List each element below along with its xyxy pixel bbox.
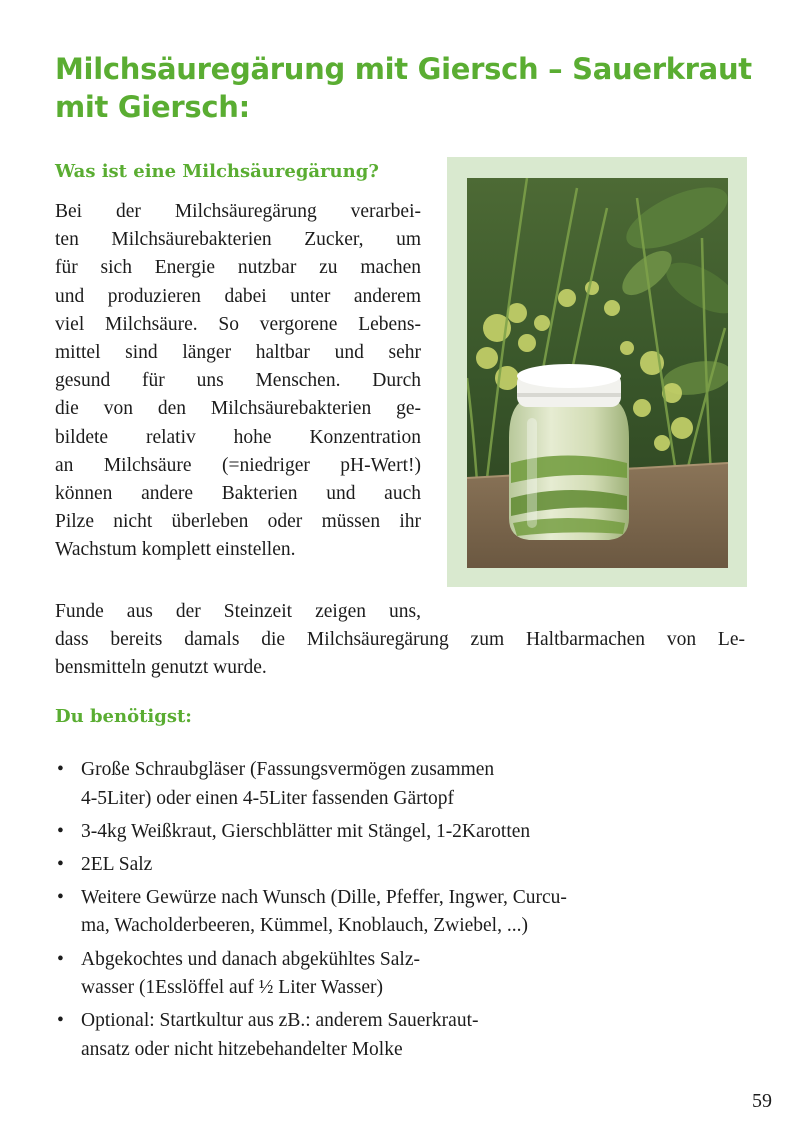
paragraph-line: für sich Energie nutzbar zu machen <box>55 257 421 279</box>
bullet-icon: • <box>57 948 64 970</box>
paragraph-line: gesund für uns Menschen. Durch <box>55 370 421 392</box>
paragraph-line: Bei der Milchsäuregärung verarbei- <box>55 201 421 222</box>
list-item-line: wasser (1Esslöffel auf ½ Liter Wasser) <box>81 977 384 999</box>
list-item-line: 3-4kg Weißkraut, Gierschblätter mit Stängel, 1-2Karotten <box>81 820 531 842</box>
paragraph-line: und produzieren dabei unter anderem <box>55 285 421 307</box>
paragraph-line: mittel sind länger haltbar und sehr <box>55 341 421 363</box>
list-item-line: Große Schraubgläser (Fassungsvermögen zusammen <box>81 759 495 780</box>
sauerkraut-jar-illustration <box>467 178 728 568</box>
list-item-line: ansatz oder nicht hitzebehandelter Molke <box>81 1038 403 1060</box>
bullet-icon: • <box>57 820 64 842</box>
ingredients-list <box>55 756 755 1069</box>
paragraph-line: die von den Milchsäurebakterien ge- <box>55 398 421 420</box>
paragraph-line: Funde aus der Steinzeit zeigen uns, <box>55 601 421 622</box>
page-title-line-1: Milchsäuregärung mit Giersch – Sauerkraut <box>55 52 752 86</box>
sauerkraut-jar-photo <box>467 178 728 568</box>
list-item <box>55 1007 755 1064</box>
paragraph-line: ten Milchsäurebakterien Zucker, um <box>55 229 421 251</box>
list-item <box>55 818 755 847</box>
paragraph-line: dass bereits damals die Milchsäuregärung zum Haltbarmachen von Le- <box>55 629 745 651</box>
bullet-icon: • <box>57 853 64 875</box>
intro-paragraph <box>55 198 421 564</box>
paragraph-line: viel Milchsäure. So vergorene Lebens- <box>55 313 421 335</box>
bullet-icon: • <box>57 1010 64 1032</box>
stone-age-paragraph <box>55 598 745 683</box>
paragraph-line: Wachstum komplett einstellen. <box>55 539 296 561</box>
list-item <box>55 946 755 1003</box>
page-number: 59 <box>752 1090 772 1112</box>
list-item-line: 4-5Liter) oder einen 4-5Liter fassenden Gärtopf <box>81 787 455 809</box>
section-heading-ingredients: Du benötigst: <box>55 706 192 727</box>
paragraph-line: bensmitteln genutzt wurde. <box>55 657 267 679</box>
paragraph-line: Pilze nicht überleben oder müssen ihr <box>55 511 421 533</box>
list-item <box>55 884 755 941</box>
paragraph-line: bildete relativ hohe Konzentration <box>55 426 421 448</box>
page-title <box>55 50 755 126</box>
page-title-line-2: mit Giersch: <box>55 90 250 124</box>
list-item-line: Weitere Gewürze nach Wunsch (Dille, Pfeffer, Ingwer, Curcu- <box>81 886 567 908</box>
bullet-icon: • <box>57 759 64 780</box>
paragraph-line: an Milchsäure (=niedriger pH-Wert!) <box>55 454 421 476</box>
paragraph-line: können andere Bakterien und auch <box>55 482 421 504</box>
list-item-line: Optional: Startkultur aus zB.: anderem Sauerkraut- <box>81 1010 479 1032</box>
section-heading-what-is: Was ist eine Milchsäuregärung? <box>55 161 379 182</box>
list-item <box>55 851 755 880</box>
list-item <box>55 756 755 813</box>
list-item-line: Abgekochtes und danach abgekühltes Salz- <box>81 948 420 970</box>
sauerkraut-photo-frame <box>447 157 747 587</box>
list-item-line: ma, Wacholderbeeren, Kümmel, Knoblauch, Zwiebel, ...) <box>81 915 528 937</box>
list-item-line: 2EL Salz <box>81 853 153 875</box>
bullet-icon: • <box>57 886 64 908</box>
